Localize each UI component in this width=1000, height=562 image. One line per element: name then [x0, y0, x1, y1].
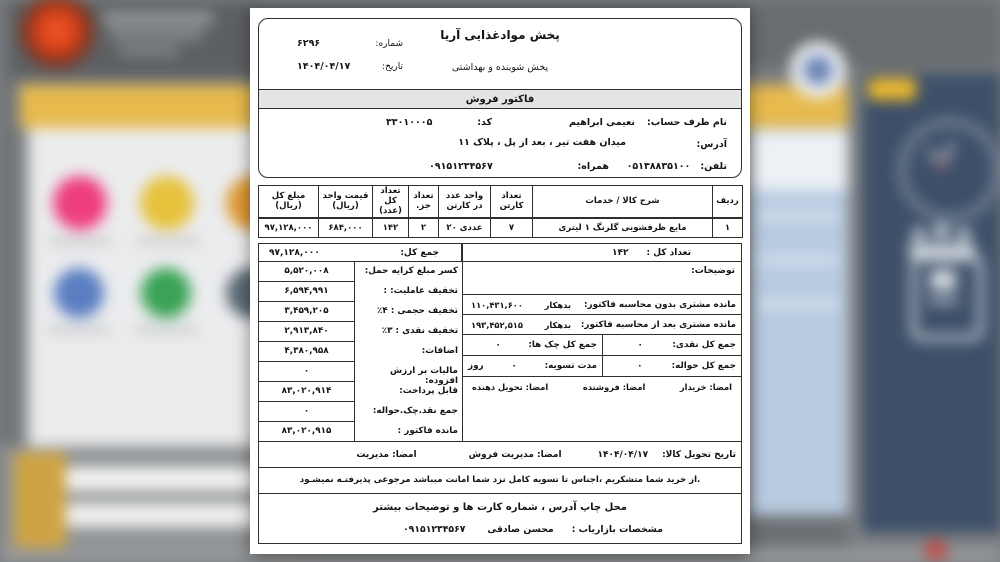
balance-after-group — [471, 320, 571, 330]
transfer-total-label: جمع کل حواله: — [671, 361, 736, 371]
people-icon — [957, 228, 971, 242]
cheques-total-value: ۰ — [495, 340, 501, 350]
summary-value: ۴,۳۸۰,۹۵۸ — [258, 342, 355, 362]
cash-total-cell — [602, 335, 742, 356]
card-icon-line — [928, 298, 958, 303]
summary-value: ۰ — [258, 402, 355, 422]
notes-box — [462, 262, 742, 295]
titlebar-text-blur — [108, 30, 204, 37]
balance-after-value: ۱۹۳,۴۵۲,۵۱۵ — [471, 319, 523, 330]
balance-before-group — [471, 300, 571, 310]
customer-section — [259, 109, 741, 177]
settlement-value: ۰ — [511, 361, 517, 371]
cell-partial-qty: ۲ — [409, 219, 439, 238]
titlebar-text-blur — [102, 14, 214, 22]
items-table-body — [258, 218, 743, 238]
balance-before-row — [462, 295, 742, 315]
cheques-total-cell — [462, 335, 602, 356]
summary-row-additions — [258, 342, 462, 362]
balance-after-label: مانده مشتری بعد از محاسبه فاکتور: — [580, 319, 736, 330]
invoice-date-label: تاریخ: — [382, 61, 403, 72]
cell-unit-price: ۶۸۴,۰۰۰ — [319, 219, 373, 238]
summary-row-payable — [258, 382, 462, 402]
cash-total-label: جمع کل نقدی: — [672, 340, 736, 350]
invoice-type-banner: فاکتور فروش — [259, 89, 741, 109]
cell-total-qty: ۱۴۲ — [373, 219, 409, 238]
clock-icon — [898, 118, 1000, 222]
customer-phone-label: تلفن: — [700, 160, 727, 172]
summary-value: ۸۳,۰۲۰,۹۱۴ — [258, 382, 355, 402]
footer-box — [258, 494, 742, 544]
invoice-number-value: ۶۲۹۶ — [297, 38, 321, 49]
balance-after-row — [462, 315, 742, 335]
transfer-total-value: ۰ — [637, 361, 643, 371]
summary-label: جمع نقد.چک.حواله: — [372, 406, 458, 416]
grand-total-value: ۹۷,۱۲۸,۰۰۰ — [269, 247, 320, 258]
summary-label: مالیات بر ارزش افزوده: — [390, 366, 458, 386]
summary-column — [258, 262, 462, 442]
settlement-unit: روز — [468, 361, 484, 371]
summary-row-vat — [258, 362, 462, 386]
titlebar-text-blur — [118, 48, 180, 54]
summary-value: ۳,۴۵۹,۲۰۵ — [258, 302, 355, 322]
balance-before-value: ۱۱۰,۴۳۱,۶۰۰ — [471, 299, 523, 310]
invoice-number-row — [297, 32, 403, 55]
col-header-units-per-carton: واحد عدد در کارتن — [439, 186, 491, 218]
app-button-yellow[interactable] — [140, 176, 194, 230]
notes-label: توضیحات: — [691, 266, 735, 276]
cheques-total-label: جمع کل چک ها: — [528, 340, 597, 350]
deliverer-signature-label: امضا: تحویل دهنده — [472, 382, 549, 392]
summary-label: تخفیف نقدی : ۳٪ — [381, 326, 458, 336]
invoice-header — [259, 19, 741, 89]
transfer-total-cell — [602, 356, 742, 377]
clock-center-dot — [937, 160, 946, 169]
signatures-box — [462, 377, 742, 442]
company-subtitle: پخش شوینده و بهداشتی — [451, 62, 549, 73]
customer-code-group — [386, 112, 492, 132]
total-count-box — [462, 243, 742, 262]
delivery-row — [258, 441, 742, 468]
balance-before-label: مانده مشتری بدون محاسبه فاکتور: — [584, 299, 736, 310]
col-header-row-no: ردیف — [713, 186, 743, 218]
summary-label: اضافات: — [421, 346, 458, 356]
app-button-label-blur — [136, 238, 200, 245]
delivery-date-value: ۱۴۰۴/۰۴/۱۷ — [597, 449, 649, 460]
total-count-label: تعداد کل : — [646, 247, 691, 258]
summary-row-invoice-balance — [258, 422, 462, 442]
col-header-cartons: تعداد کارتن — [491, 186, 533, 218]
right-window-row-blur — [756, 212, 840, 220]
marketer-phone: ۰۹۱۵۱۲۳۴۵۶۷ — [403, 524, 466, 535]
customer-name-row — [259, 112, 741, 132]
customer-mobile-label: همراه: — [577, 160, 609, 172]
app-button-pink[interactable] — [53, 176, 107, 230]
right-window-row-blur — [756, 300, 840, 308]
settlement-cell — [462, 356, 602, 377]
app-button-label-blur — [134, 326, 198, 333]
company-title: پخش موادغذایی آریا — [440, 28, 560, 42]
customer-name-label: نام طرف حساب: — [646, 116, 727, 128]
seller-signature-label: امضا: فروشنده — [582, 382, 646, 392]
debit-label: بدهکار — [544, 319, 571, 330]
people-icon — [912, 228, 926, 242]
total-count-value: ۱۴۲ — [612, 247, 629, 258]
round-logo-inner — [803, 55, 833, 85]
summary-row-volume-discount — [258, 302, 462, 322]
customer-mobile-group — [429, 156, 609, 176]
people-icon — [934, 224, 949, 239]
delivery-date-label: تاریخ تحویل کالا: — [662, 449, 736, 460]
settlement-label: مدت تسویه: — [544, 361, 597, 371]
marketer-row — [259, 524, 741, 535]
grand-total-label: جمع کل: — [400, 247, 439, 258]
marketer-name: محسن صادقی — [487, 524, 554, 535]
summary-label: تخفیف عاملیت: : — [383, 286, 458, 296]
invoice-date-row — [297, 55, 403, 78]
invoice-number-label: شماره: — [375, 38, 403, 49]
summary-row-cash-discount — [258, 322, 462, 342]
customer-address-value: میدان هفت تیر ، بعد از پل ، پلاک ۱۱ — [458, 137, 626, 148]
items-table-header — [258, 185, 743, 218]
right-window-row-blur — [756, 256, 840, 264]
customer-address-label: آدرس: — [696, 138, 727, 150]
app-button-label-blur — [46, 326, 110, 333]
marketer-label: مشخصات بازاریاب : — [571, 524, 663, 535]
summary-value: ۲,۹۱۳,۸۴۰ — [258, 322, 355, 342]
cell-cartons: ۷ — [491, 219, 533, 238]
card-icon-inner — [930, 270, 956, 290]
summary-row-agency-discount — [258, 282, 462, 302]
summary-label: مانده فاکتور : — [397, 426, 458, 436]
cell-row-no: ۱ — [713, 219, 743, 238]
table-row — [259, 219, 743, 238]
summary-label: تخفیف حجمی : ۴٪ — [377, 306, 458, 316]
summary-value: ۸۳,۰۲۰,۹۱۵ — [258, 422, 355, 442]
grand-total-box — [258, 243, 462, 262]
management-signature-label: امضا: مدیریت — [356, 449, 417, 460]
sales-management-signature-label: امضا: مدیریت فروش — [468, 449, 562, 460]
col-header-partial-qty: تعداد جز. — [409, 186, 439, 218]
invoice-meta — [297, 32, 403, 78]
col-header-unit-price: قیمت واحد (ریال) — [319, 186, 373, 218]
customer-mobile-value: ۰۹۱۵۱۲۳۴۵۶۷ — [429, 160, 493, 172]
pay-row-2 — [462, 356, 742, 377]
coins-icon — [14, 452, 66, 548]
app-button-blue[interactable] — [54, 268, 104, 318]
summary-label: قابل پرداخت: — [399, 386, 458, 396]
customer-name-value: نعیمی ابراهیم — [568, 116, 635, 128]
debit-label: بدهکار — [544, 299, 571, 310]
customer-code-label: کد: — [477, 116, 492, 128]
cell-total-amount: ۹۷,۱۲۸,۰۰۰ — [259, 219, 319, 238]
customer-phone-value: ۰۵۱۳۸۸۳۵۱۰۰ — [626, 160, 691, 172]
col-header-description: شرح کالا / خدمات — [533, 186, 713, 218]
footer-note: .از خرید شما متشکریم ،اجناس تا تسویه کامل نزد شما امانت میباشد مرجوعی پذیرفتـه نمیشـود — [258, 467, 742, 494]
summary-value: ۰ — [258, 362, 355, 382]
taskbar-red-dot — [925, 540, 947, 560]
cash-total-value: ۰ — [637, 340, 643, 350]
right-window-white-band — [748, 132, 848, 190]
app-button-green[interactable] — [141, 268, 191, 318]
summary-row-freight — [258, 262, 462, 282]
summary-value: ۶,۵۹۴,۹۹۱ — [258, 282, 355, 302]
cell-units-per-carton: ۲۰ عددی — [439, 219, 491, 238]
customer-code-value: ۳۳۰۱۰۰۰۵ — [386, 116, 433, 128]
footer-print-area-label: محل چاپ آدرس ، شماره کارت ها و توضیحات بیشتر — [373, 502, 627, 513]
summary-value: ۵,۵۲۰,۰۰۸ — [258, 262, 355, 282]
col-header-total-qty: تعداد کل (عدد) — [373, 186, 409, 218]
buyer-signature-label: امضا: خریدار — [679, 382, 732, 392]
cell-description: مایع ظرفشویی گلرنگ ۱ لیتری — [533, 219, 713, 238]
summary-label: کسر مبلغ کرایه حمل: — [364, 266, 458, 276]
yellow-badge[interactable] — [868, 78, 916, 100]
col-header-total-amount: مبلغ کل (ریال) — [259, 186, 319, 218]
invoice-document — [250, 8, 750, 554]
summary-row-paid-total — [258, 402, 462, 422]
invoice-date-value: ۱۴۰۴/۰۴/۱۷ — [297, 61, 351, 72]
pay-row-1 — [462, 335, 742, 356]
invoice-top-box — [258, 18, 742, 178]
app-button-label-blur — [48, 238, 112, 245]
